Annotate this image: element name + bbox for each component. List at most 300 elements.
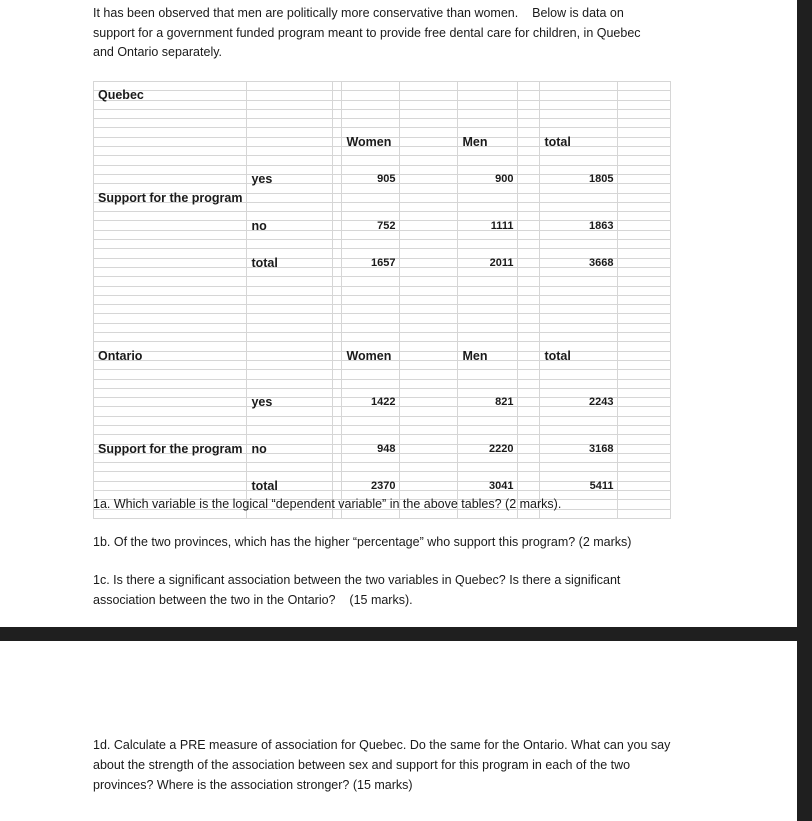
table-row [94,100,671,109]
table-cell [518,472,540,481]
table-cell [247,128,333,137]
table-cell [518,463,540,472]
table-cell [333,388,342,397]
table-cell [540,173,618,186]
table-cell [400,109,458,118]
table-cell [247,202,333,211]
table-cell [333,82,342,91]
table-row [94,82,671,91]
table-cell [342,425,400,434]
table-cell [333,91,342,100]
quebec-yes-women: 905 [377,173,396,186]
table-cell [94,333,247,342]
table-cell [342,82,400,91]
table-cell [400,277,458,286]
table-cell [333,435,342,444]
table-cell [247,395,333,410]
table-cell [458,100,518,109]
table-cell [540,323,618,332]
table-cell [342,333,400,342]
table-cell [458,184,518,193]
table-cell [518,91,540,100]
table-cell [247,342,333,351]
table-cell [540,91,618,100]
table-cell [540,379,618,388]
table-cell [540,333,618,342]
table-row [94,156,671,165]
question-1b [93,532,708,552]
table-cell [333,156,342,165]
data-table [93,81,671,519]
table-cell [618,202,671,211]
table-cell [618,370,671,379]
table-cell [400,249,458,258]
table-row [94,407,671,416]
table-cell [400,416,458,425]
table-cell [342,286,400,295]
table-cell [540,82,618,91]
table-cell [540,119,618,128]
table-cell [618,416,671,425]
table-cell [333,212,342,221]
table-row [94,277,671,286]
table-cell [333,221,342,230]
table-cell [618,360,671,369]
quebec-total-women: 1657 [370,256,396,269]
table-cell [518,295,540,304]
table-cell [518,351,540,360]
table-cell [400,305,458,314]
table-cell [342,305,400,314]
table-cell [540,156,618,165]
table-cell [342,134,400,149]
quebec-header-total: total [544,134,571,149]
table-cell [458,134,518,149]
table-cell [618,435,671,444]
table-cell [458,416,518,425]
table-cell [518,481,540,490]
table-cell [333,137,342,146]
table-cell [518,100,540,109]
table-cell [400,212,458,221]
quebec-grand-total: 3668 [588,256,614,269]
table-cell [518,193,540,202]
table-cell [94,481,247,490]
table-cell [333,277,342,286]
table-cell [400,398,458,407]
table-cell [400,165,458,174]
table-cell [400,323,458,332]
table-cell [247,379,333,388]
table-cell [342,481,400,490]
ontario-total-men: 3041 [488,479,514,492]
ontario-header-men: Men [462,348,488,363]
table-cell [400,221,458,230]
table-cell [458,314,518,323]
table-cell [540,370,618,379]
table-cell [94,463,247,472]
table-cell [342,314,400,323]
table-cell [247,119,333,128]
table-cell [518,453,540,462]
table-cell [458,323,518,332]
table-cell [94,407,247,416]
table-cell [342,416,400,425]
table-cell [400,147,458,156]
table-cell [94,119,247,128]
table-cell [458,463,518,472]
table-cell [400,286,458,295]
table-cell [518,360,540,369]
table-cell [247,277,333,286]
quebec-title: Quebec [98,88,144,103]
table-cell [247,463,333,472]
table-cell [540,444,618,453]
quebec-row-total: total [251,255,278,270]
table-cell [458,277,518,286]
table-cell [618,100,671,109]
quebec-row-yes: yes [251,172,273,187]
table-cell [333,109,342,118]
table-cell [247,286,333,295]
intro-line-1: It has been observed that men are politically more conservative than women. Below is data on [93,6,624,20]
table-cell [618,165,671,174]
table-cell [342,258,400,267]
table-cell [518,323,540,332]
table-cell [618,398,671,407]
table-cell [518,258,540,267]
table-cell [94,109,247,118]
table-cell [618,128,671,137]
table-cell [458,481,518,490]
table-cell [247,100,333,109]
table-cell [333,202,342,211]
table-cell [518,202,540,211]
table-cell [400,444,458,453]
table-cell [458,305,518,314]
table-cell [540,221,618,230]
table-row [94,286,671,295]
quebec-row-no: no [251,218,267,233]
table-cell [540,109,618,118]
table-cell [333,286,342,295]
table-cell [333,379,342,388]
table-cell [333,119,342,128]
table-row [94,221,671,230]
quebec-support-label: Support for the program [98,190,243,205]
table-cell [518,305,540,314]
table-row [94,481,671,490]
table-cell [458,267,518,276]
table-cell [518,379,540,388]
table-cell [540,425,618,434]
table-row [94,109,671,118]
table-row [94,295,671,304]
intro-line-3: and Ontario separately. [93,45,223,59]
question-1b-text: 1b. Of the two provinces, which has the higher “percentage” who support this program? (2 marks) [93,535,632,549]
table-cell [333,342,342,351]
table-cell [333,174,342,183]
page-shadow [797,0,812,821]
table-cell [540,453,618,462]
table-cell [342,91,400,100]
table-cell [94,190,247,205]
table-cell [518,165,540,174]
table-cell [618,221,671,230]
table-cell [247,137,333,146]
table-cell [518,444,540,453]
table-cell [94,249,247,258]
table-cell [333,425,342,434]
table-cell [400,360,458,369]
table-cell [540,481,618,490]
table-cell [618,388,671,397]
table-cell [518,398,540,407]
question-1c [93,570,708,610]
table-cell [247,370,333,379]
table-row [94,444,671,453]
table-cell [540,267,618,276]
table-cell [333,333,342,342]
table-cell [94,323,247,332]
table-cell [618,333,671,342]
table-row [94,267,671,276]
ontario-header-total: total [544,348,571,363]
table-cell [400,137,458,146]
table-cell [458,156,518,165]
table-cell [94,441,247,456]
question-1d-line-2: about the strength of the association between sex and support for this program in each of the two [93,758,631,772]
table-cell [333,398,342,407]
ontario-title: Ontario [98,348,143,363]
table-cell [618,240,671,249]
table-cell [94,388,247,397]
table-cell [333,407,342,416]
table-cell [618,193,671,202]
quebec-yes-men: 900 [495,173,514,186]
table-cell [400,240,458,249]
table-cell [247,193,333,202]
table-cell [400,174,458,183]
table-cell [458,379,518,388]
table-cell [458,119,518,128]
table-row [94,416,671,425]
table-cell [342,323,400,332]
table-cell [333,305,342,314]
table-cell [518,416,540,425]
table-cell [247,218,333,233]
quebec-header-men: Men [462,134,488,149]
table-cell [247,425,333,434]
table-cell [618,453,671,462]
table-cell [342,173,400,186]
table-cell [333,360,342,369]
table-cell [333,472,342,481]
table-cell [618,184,671,193]
table-cell [540,407,618,416]
table-cell [333,481,342,490]
table-cell [458,444,518,453]
table-cell [518,277,540,286]
table-cell [247,333,333,342]
table-cell [342,202,400,211]
table-cell [458,348,518,363]
table-cell [342,119,400,128]
quebec-header-women: Women [346,134,392,149]
question-1c-line-1: 1c. Is there a significant association between the two variables in Quebec? Is there a significant [93,573,621,587]
table-cell [518,82,540,91]
table-cell [333,240,342,249]
table-cell [518,240,540,249]
table-row [94,379,671,388]
table-row [94,370,671,379]
table-cell [540,193,618,202]
page-separator [0,627,812,641]
table-row [94,314,671,323]
table-cell [400,128,458,137]
table-cell [400,370,458,379]
table-cell [94,295,247,304]
table-cell [458,240,518,249]
table-cell [342,348,400,363]
table-cell [94,230,247,239]
table-cell [400,472,458,481]
table-cell [540,463,618,472]
table-cell [342,277,400,286]
table-cell [333,323,342,332]
table-cell [94,258,247,267]
ontario-yes-total: 2243 [588,396,614,409]
table-cell [540,305,618,314]
table-cell [458,109,518,118]
table-cell [94,128,247,137]
table-cell [342,221,400,230]
table-cell [518,314,540,323]
table-cell [618,323,671,332]
ontario-row-yes: yes [251,395,273,410]
table-cell [333,184,342,193]
table-cell [540,286,618,295]
table-row [94,425,671,434]
table-cell [94,286,247,295]
question-1a [93,494,708,514]
ontario-yes-men: 821 [495,396,514,409]
quebec-no-men: 1111 [490,219,514,232]
table-row [94,91,671,100]
table-cell [333,295,342,304]
table-cell [94,416,247,425]
table-cell [94,425,247,434]
table-cell [618,425,671,434]
table-row [94,323,671,332]
table-cell [247,416,333,425]
table-cell [333,351,342,360]
table-cell [618,174,671,183]
table-cell [618,277,671,286]
table-cell [400,425,458,434]
table-cell [247,172,333,187]
table-cell [458,295,518,304]
question-1d [93,735,708,795]
question-1c-line-2: association between the two in the Ontario? (15 marks). [93,593,413,607]
table-cell [540,202,618,211]
table-cell [458,425,518,434]
table-row [94,240,671,249]
table-cell [94,156,247,165]
table-cell [618,286,671,295]
table-cell [618,444,671,453]
table-cell [518,137,540,146]
table-row [94,463,671,472]
table-cell [342,407,400,416]
table-cell [458,286,518,295]
table-cell [342,156,400,165]
table-cell [247,156,333,165]
table-cell [458,91,518,100]
table-cell [518,342,540,351]
table-cell [333,147,342,156]
table-row [94,193,671,202]
table-row [94,174,671,183]
table-cell [342,379,400,388]
ontario-total-women: 2370 [370,479,396,492]
table-cell [458,202,518,211]
table-cell [400,463,458,472]
table-cell [400,481,458,490]
table-cell [618,119,671,128]
table-row [94,305,671,314]
table-cell [342,398,400,407]
table-cell [94,88,247,103]
table-cell [458,398,518,407]
intro-paragraph [93,4,703,63]
ontario-support-label: Support for the program [98,441,243,456]
ontario-grand-total: 5411 [589,479,614,492]
table-cell [458,173,518,186]
table-cell [400,91,458,100]
table-cell [94,348,247,363]
table-cell [458,221,518,230]
quebec-total-men: 2011 [489,256,514,269]
table-cell [247,240,333,249]
table-cell [247,91,333,100]
table-cell [618,212,671,221]
table-cell [333,100,342,109]
table-cell [458,230,518,239]
table-cell [518,435,540,444]
table-cell [618,109,671,118]
table-cell [247,478,333,493]
table-row [94,258,671,267]
quebec-no-women: 752 [377,219,396,232]
table-cell [518,333,540,342]
table-cell [247,441,333,456]
table-cell [342,295,400,304]
table-cell [618,295,671,304]
table-cell [400,100,458,109]
ontario-no-men: 2220 [488,442,514,455]
ontario-no-women: 948 [377,442,396,455]
table-cell [342,230,400,239]
table-cell [618,147,671,156]
table-cell [94,240,247,249]
table-cell [618,156,671,165]
ontario-header-women: Women [346,348,392,363]
question-1d-line-1: 1d. Calculate a PRE measure of association for Quebec. Do the same for the Ontario. What can you say [93,738,671,752]
table-cell [618,230,671,239]
table-cell [333,128,342,137]
quebec-no-total: 1863 [588,219,614,232]
